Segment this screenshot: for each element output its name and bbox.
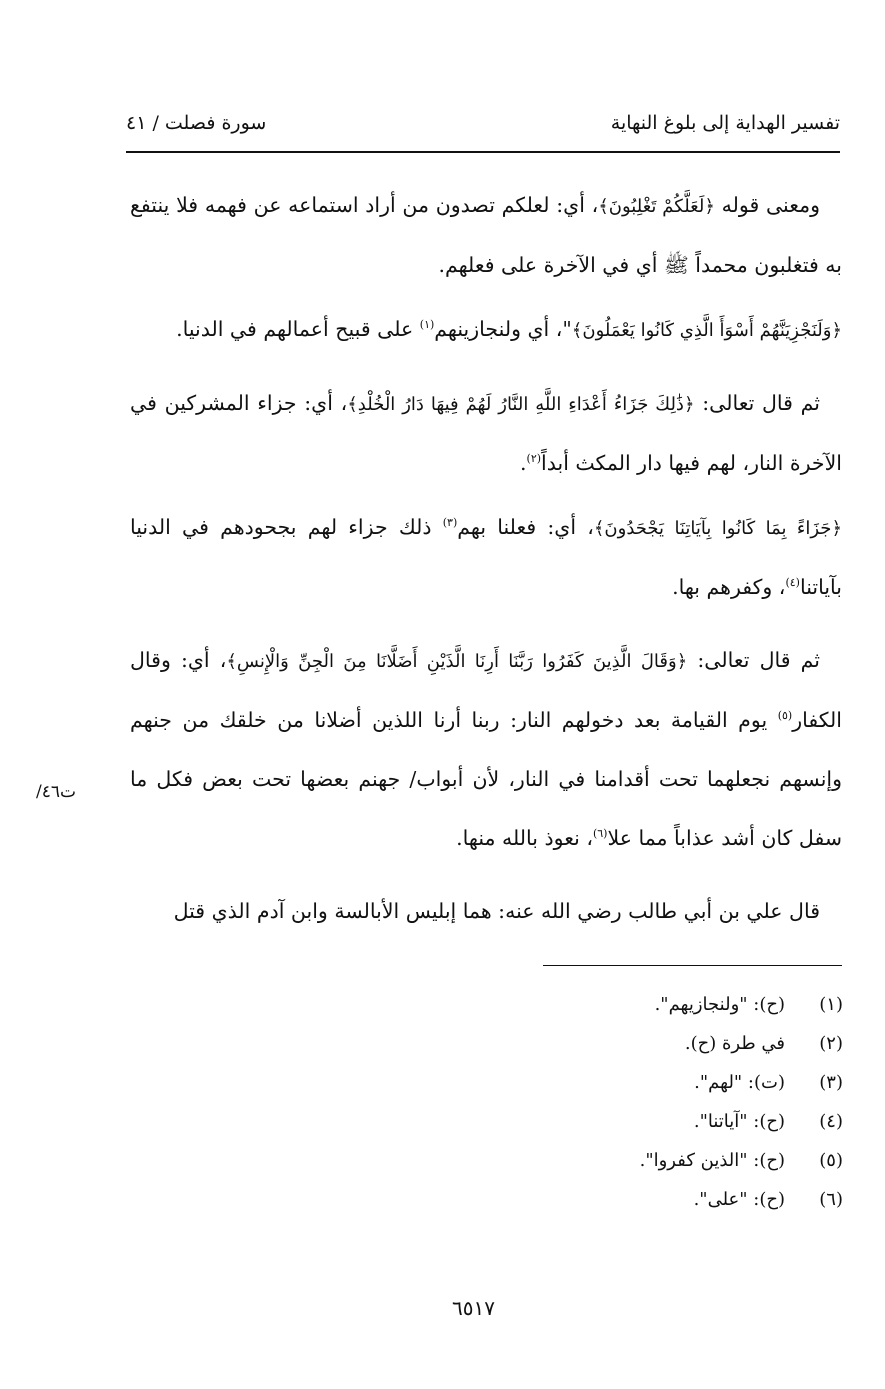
text-span: ، أي: لعلكم تصدون من أراد استماعه عن فهمه فلا ينتفع به فتغلبون محمداً ﷺ أي في الآخرة على فعلهم. xyxy=(130,193,842,277)
surah-label: سورة فصلت / ٤١ xyxy=(126,112,267,134)
text-span: على قبيح أعمالهم في الدنيا. xyxy=(176,317,420,341)
footnotes xyxy=(423,985,843,1219)
footnote-text: في طرة (ح). xyxy=(684,1033,785,1054)
footnote-text: (ح): "الذين كفروا". xyxy=(639,1150,785,1171)
footnote-number: (٢) xyxy=(819,1033,843,1054)
footnote-number: (٦) xyxy=(819,1189,843,1210)
footnote-item xyxy=(423,985,843,1024)
quran-verse: ﴿وَقَالَ الَّذِينَ كَفَرُوا رَبَّنَا أَرِنَا الَّذَيْنِ أَضَلَّانَا مِنَ الْجِنِّ وَالْإِنسِ﴾ xyxy=(226,651,688,672)
text-span: يوم القيامة بعد دخولهم النار: ربنا أرنا اللذين أضلانا من خلقك من جنهم وإنسهم نجعلهما تحت أقدامنا في النار، لأن أبواب/ جهنم بعضها تحت بعض فكل ما سفل كان أشد عذاباً مما علا xyxy=(130,708,842,850)
quran-verse: ﴿وَلَنَجْزِيَنَّهُمْ أَسْوَأَ الَّذِي كَانُوا يَعْمَلُونَ﴾ xyxy=(571,320,842,341)
text-span: ، أي: وقال الكفار xyxy=(130,648,842,732)
text-span: ، نعوذ بالله منها. xyxy=(456,826,593,850)
paragraph xyxy=(130,374,842,493)
quran-verse: ﴿جَزَاءً بِمَا كَانُوا بِآيَاتِنَا يَجْحَدُونَ﴾ xyxy=(593,518,842,539)
text-span: . xyxy=(520,451,527,475)
running-header xyxy=(126,112,840,142)
text-span: "، أي ولنجازينهم xyxy=(434,317,572,341)
footnote-number: (١) xyxy=(819,994,843,1015)
page-number: ٦٥١٧ xyxy=(452,1296,495,1320)
footnote-ref: (٢) xyxy=(526,452,542,466)
manuscript-folio-note: ت٤٦/ xyxy=(36,782,77,802)
footnote-text: (ح): "آياتنا". xyxy=(693,1111,785,1132)
footnote-ref: (٣) xyxy=(442,516,458,530)
quran-verse: ﴿ذَٰلِكَ جَزَاءُ أَعْدَاءِ اللَّهِ النَّارُ لَهُمْ فِيهَا دَارُ الْخُلْدِ﴾ xyxy=(347,394,695,415)
footnote-number: (٣) xyxy=(819,1072,843,1093)
text-span: ومعنى قوله xyxy=(714,193,821,217)
footnote-text: (ت): "لهم". xyxy=(694,1072,785,1093)
footnote-ref: (٦) xyxy=(592,827,608,841)
footnote-number: (٤) xyxy=(819,1111,843,1132)
footnote-item xyxy=(423,1063,843,1102)
footnote-ref: (١) xyxy=(419,318,435,332)
footnote-text: (ح): "على". xyxy=(693,1189,785,1210)
paragraph xyxy=(130,631,842,868)
text-span: ثم قال تعالى: xyxy=(694,391,820,415)
paragraph xyxy=(130,300,842,360)
text-span: ، أي: جزاء المشركين في الآخرة النار، لهم فيها دار المكث أبداً xyxy=(130,391,842,475)
quran-verse: ﴿لَعَلَّكُمْ تَغْلِبُونَ﴾ xyxy=(598,196,715,217)
text-span: ذلك جزاء لهم بجحودهم في الدنيا بآياتنا xyxy=(130,515,842,599)
footnote-item xyxy=(423,1180,843,1219)
paragraph xyxy=(130,176,842,295)
footnote-text: (ح): "ولنجازيهم". xyxy=(654,994,785,1015)
footnote-ref: (٤) xyxy=(785,576,800,590)
main-text xyxy=(130,176,842,941)
paragraph xyxy=(130,498,842,617)
text-span: ، أي: فعلنا بهم xyxy=(457,515,594,539)
footnote-rule xyxy=(543,965,842,966)
text-span: قال علي بن أبي طالب رضي الله عنه: هما إبليس الأبالسة وابن آدم الذي قتل xyxy=(173,899,820,923)
footnote-item xyxy=(423,1141,843,1180)
footnote-ref: (٥) xyxy=(777,709,793,723)
text-span: ثم قال تعالى: xyxy=(687,648,821,672)
footnote-item xyxy=(423,1024,843,1063)
header-rule xyxy=(126,151,840,153)
book-title: تفسير الهداية إلى بلوغ النهاية xyxy=(610,112,840,134)
footnote-number: (٥) xyxy=(819,1150,843,1171)
text-span: ، وكفرهم بها. xyxy=(672,575,786,599)
paragraph xyxy=(130,882,842,941)
footnote-item xyxy=(423,1102,843,1141)
